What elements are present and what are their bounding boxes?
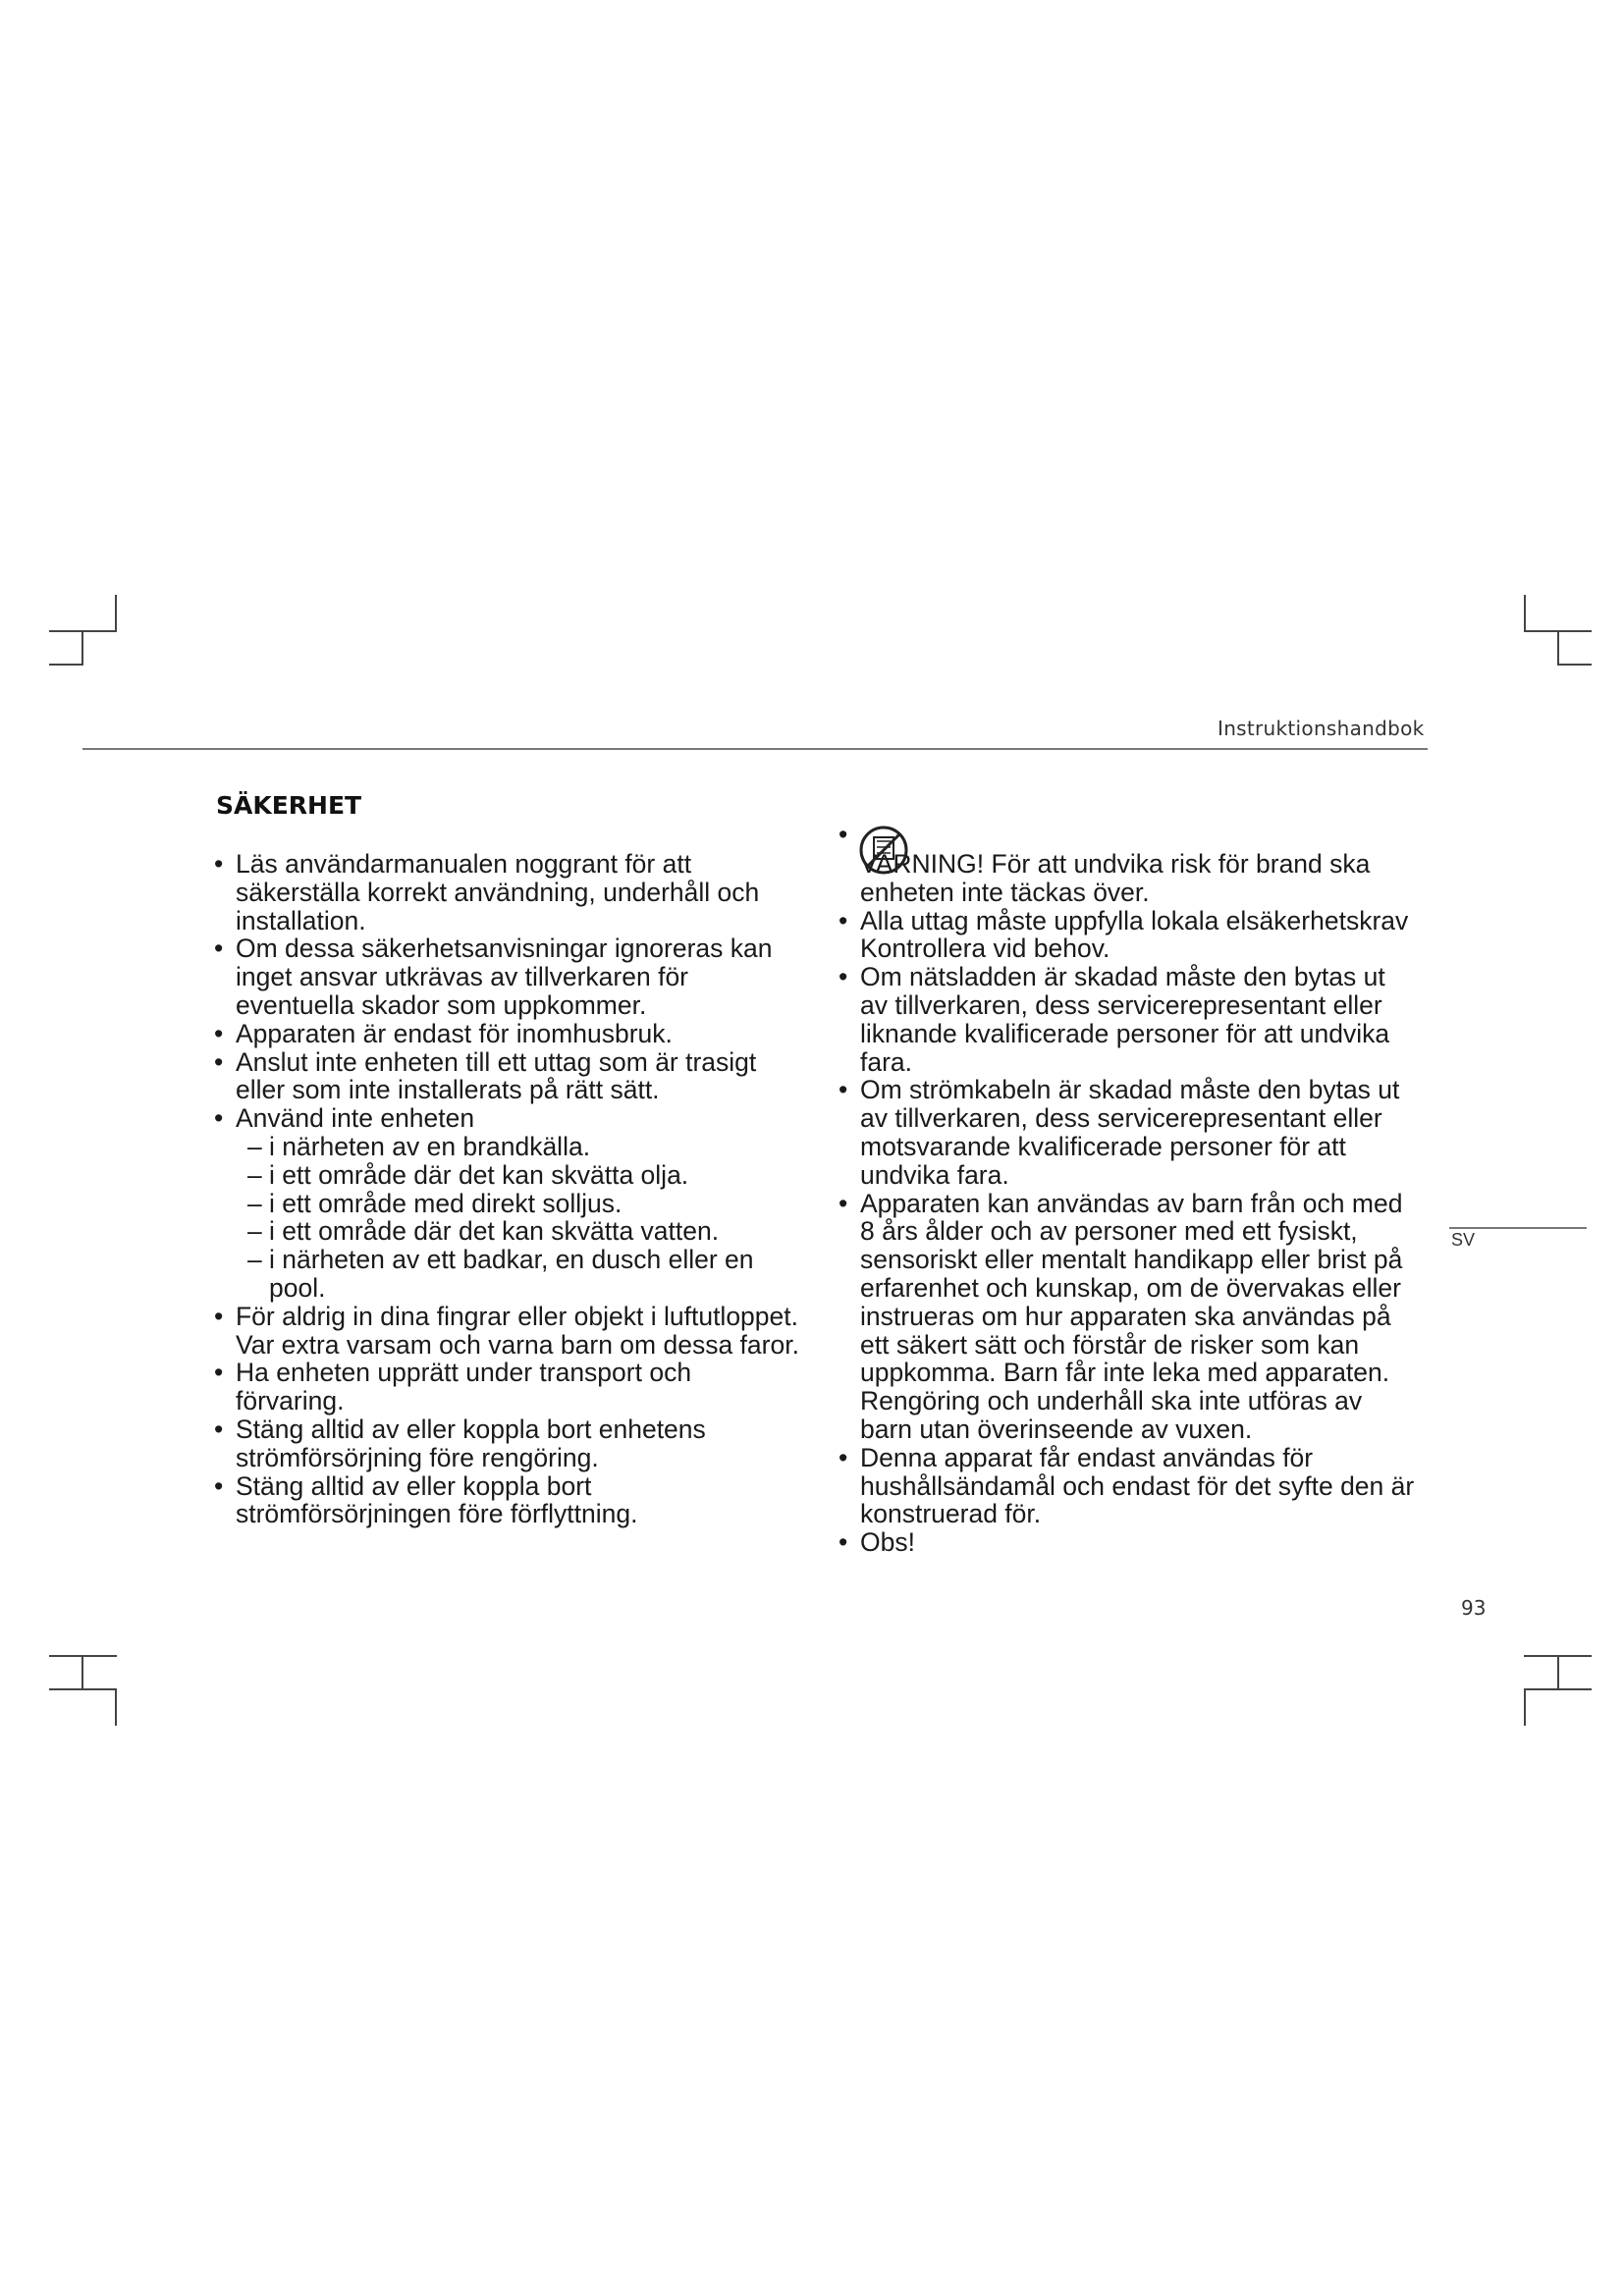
list-item: • Använd inte enheten — [214, 1104, 803, 1133]
safety-list-left-continued — [214, 1303, 803, 1528]
list-item: • Anslut inte enheten till ett uttag som är trasigt eller som inte installerats på rätt sätt. — [214, 1048, 803, 1105]
sub-list — [214, 1133, 803, 1303]
warning-prefix: VA — [860, 849, 893, 879]
list-item: • Om nätsladden är skadad måste den bytas ut av tillverkaren, dess servicerepresentant eller liknande kvalificerade personer för att undvika fara. — [839, 963, 1418, 1076]
crop-mark-bottom-right-h2 — [1524, 1688, 1592, 1690]
crop-mark-bottom-left-v2 — [115, 1688, 117, 1726]
crop-mark-bottom-right-v2 — [1524, 1688, 1526, 1726]
list-item: • Stäng alltid av eller koppla bort enhetens strömförsörjning före rengöring. — [214, 1415, 803, 1472]
list-item: • Om dessa säkerhetsanvisningar ignoreras kan inget ansvar utkrävas av tillverkaren för eventuella skador som uppkommer. — [214, 934, 803, 1019]
section-title: SÄKERHET — [216, 791, 362, 820]
crop-mark-top-right-v — [1524, 595, 1526, 632]
crop-mark-top-right-v2 — [1557, 630, 1559, 666]
manual-title: Instruktionshandbok — [1218, 717, 1425, 740]
crop-mark-bottom-right-v — [1557, 1655, 1559, 1690]
crop-mark-top-left-v — [115, 595, 117, 632]
list-item: • Ha enheten upprätt under transport och förvaring. — [214, 1359, 803, 1415]
list-item: • Stäng alltid av eller koppla bort strömförsörjningen före förflyttning. — [214, 1472, 803, 1529]
safety-list-left — [214, 850, 803, 1133]
sub-list-item: – i ett område där det kan skvätta vatten. — [247, 1216, 720, 1247]
language-label: SV — [1451, 1230, 1476, 1250]
sub-list-item: – i ett område där det kan skvätta olja. — [247, 1159, 689, 1190]
header-divider — [82, 748, 1428, 750]
list-item: • Apparaten är endast för inomhusbruk. — [214, 1020, 803, 1048]
safety-list-right — [839, 821, 1418, 1557]
list-item: • Obs! — [839, 1528, 1418, 1557]
list-item: • Alla uttag måste uppfylla lokala elsäkerhetskrav Kontrollera vid behov. — [839, 907, 1418, 964]
crop-mark-top-right-h2 — [1557, 664, 1592, 666]
page-number: 93 — [1461, 1596, 1487, 1620]
crop-mark-bottom-left-v — [81, 1655, 83, 1690]
language-divider — [1449, 1227, 1587, 1229]
sub-list-item: – i ett område med direkt solljus. — [247, 1188, 623, 1218]
warning-item — [839, 821, 1418, 907]
list-item: • Läs användarmanualen noggrant för att säkerställa korrekt användning, underhåll och installation. — [214, 850, 803, 934]
crop-mark-bottom-left-h2 — [49, 1688, 117, 1690]
list-item: • Om strömkabeln är skadad måste den bytas ut av tillverkaren, dess servicerepresentant eller motsvarande kvalificerade personer för att undvika fara. — [839, 1076, 1418, 1189]
right-column — [839, 821, 1418, 1557]
crop-mark-top-left-v2 — [81, 630, 83, 666]
warning-text: RNING! För att undvika risk för brand ska enheten inte täckas över. — [860, 849, 1371, 907]
list-item: • Denna apparat får endast användas för hushållsändamål och endast för det syfte den är konstruerad för. — [839, 1444, 1418, 1528]
sub-list-item: – i närheten av ett badkar, en dusch eller en pool. — [247, 1245, 754, 1303]
list-item: • Apparaten kan användas av barn från och med 8 års ålder och av personer med ett fysiskt, sensoriskt eller mentalt handikapp eller brist på erfarenhet och kunskap, om de övervakas eller instrueras om hur apparaten ska användas på ett säkert sätt och förstår de risker som kan uppkomma. Barn får inte leka med apparaten. Rengöring och underhåll ska inte utföras av barn utan överinseende av vuxen. — [839, 1190, 1418, 1444]
list-item: • För aldrig in dina fingrar eller objekt i luftutloppet. Var extra varsam och varna barn om dessa faror. — [214, 1303, 803, 1360]
sub-list-item: – i närheten av en brandkälla. — [247, 1131, 591, 1161]
left-column — [214, 850, 803, 1528]
crop-mark-top-left-h2 — [49, 664, 83, 666]
